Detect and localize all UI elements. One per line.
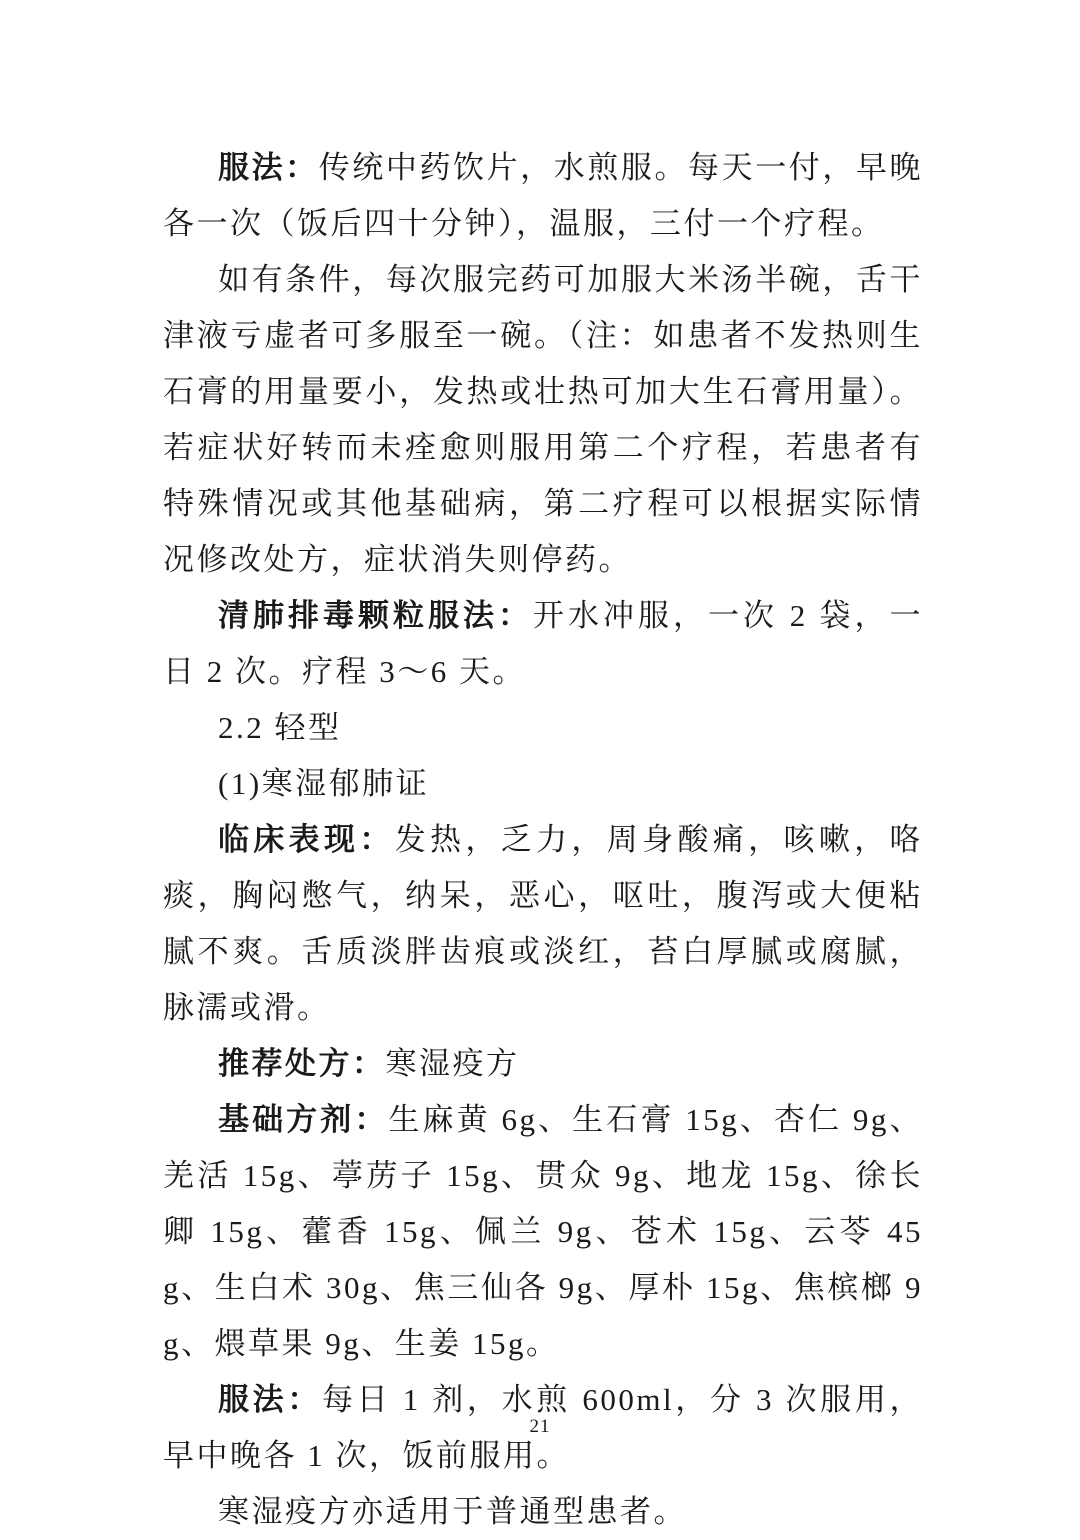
paragraph-text: 每日 1 剂，水煎 600ml，分 3 次服用，早中晚各 1 次，饭前服用。 bbox=[163, 1382, 923, 1473]
paragraph-label: 推荐处方： bbox=[218, 1046, 386, 1081]
paragraph-label: 临床表现： bbox=[218, 822, 395, 857]
paragraph-label: 清肺排毒颗粒服法： bbox=[218, 598, 533, 633]
paragraph-text: 寒湿疫方 bbox=[385, 1046, 520, 1081]
paragraph-rice-soup-note bbox=[163, 252, 923, 588]
heading-cold-damp-lung-syndrome bbox=[163, 756, 923, 812]
heading-text: (1)寒湿郁肺证 bbox=[218, 766, 430, 801]
paragraph-text: 寒湿疫方亦适用于普通型患者。 bbox=[218, 1494, 687, 1529]
paragraph-recommended-prescription bbox=[163, 1036, 923, 1092]
page-footer bbox=[0, 1413, 1080, 1441]
document-body bbox=[163, 140, 923, 1540]
heading-section-2-2-mild-type bbox=[163, 700, 923, 756]
paragraph-qingfei-paidu-granule-serving bbox=[163, 588, 923, 700]
paragraph-base-formula bbox=[163, 1092, 923, 1372]
heading-text: 2.2 轻型 bbox=[218, 710, 342, 745]
paragraph-applicability-note bbox=[163, 1484, 923, 1540]
paragraph-text: 生麻黄 6g、生石膏 15g、杏仁 9g、羌活 15g、葶苈子 15g、贯众 9g、地龙 15g、徐长卿 15g、藿香 15g、佩兰 9g、苍术 15g、云苓 45g、生白术 30g、焦三仙各 9g、厚朴 15g、焦槟榔 9g、煨草果 9g、生姜 15g。 bbox=[163, 1102, 924, 1361]
paragraph-clinical-manifestations bbox=[163, 812, 923, 1036]
paragraph-label: 服法： bbox=[218, 150, 319, 185]
paragraph-label: 基础方剂： bbox=[218, 1102, 389, 1137]
paragraph-text: 开水冲服，一次 2 袋，一日 2 次。疗程 3～6 天。 bbox=[163, 598, 923, 689]
paragraph-text: 传统中药饮片，水煎服。每天一付，早晚各一次（饭后四十分钟），温服，三付一个疗程。 bbox=[163, 150, 924, 241]
paragraph-text: 如有条件，每次服完药可加服大米汤半碗，舌干津液亏虚者可多服至一碗。（注：如患者不发热则生石膏的用量要小，发热或壮热可加大生石膏用量）。若症状好转而未痊愈则服用第二个疗程，若患者有特殊情况或其他基础病，第二疗程可以根据实际情况修改处方，症状消失则停药。 bbox=[163, 262, 923, 577]
paragraph-text: 发热，乏力，周身酸痛，咳嗽，咯痰，胸闷憋气，纳呆，恶心，呕吐，腹泻或大便粘腻不爽。舌质淡胖齿痕或淡红，苔白厚腻或腐腻，脉濡或滑。 bbox=[163, 822, 924, 1025]
page-number: 21 bbox=[529, 1416, 551, 1437]
paragraph-label: 服法： bbox=[218, 1382, 323, 1417]
paragraph-decoction-serving-method bbox=[163, 140, 923, 252]
